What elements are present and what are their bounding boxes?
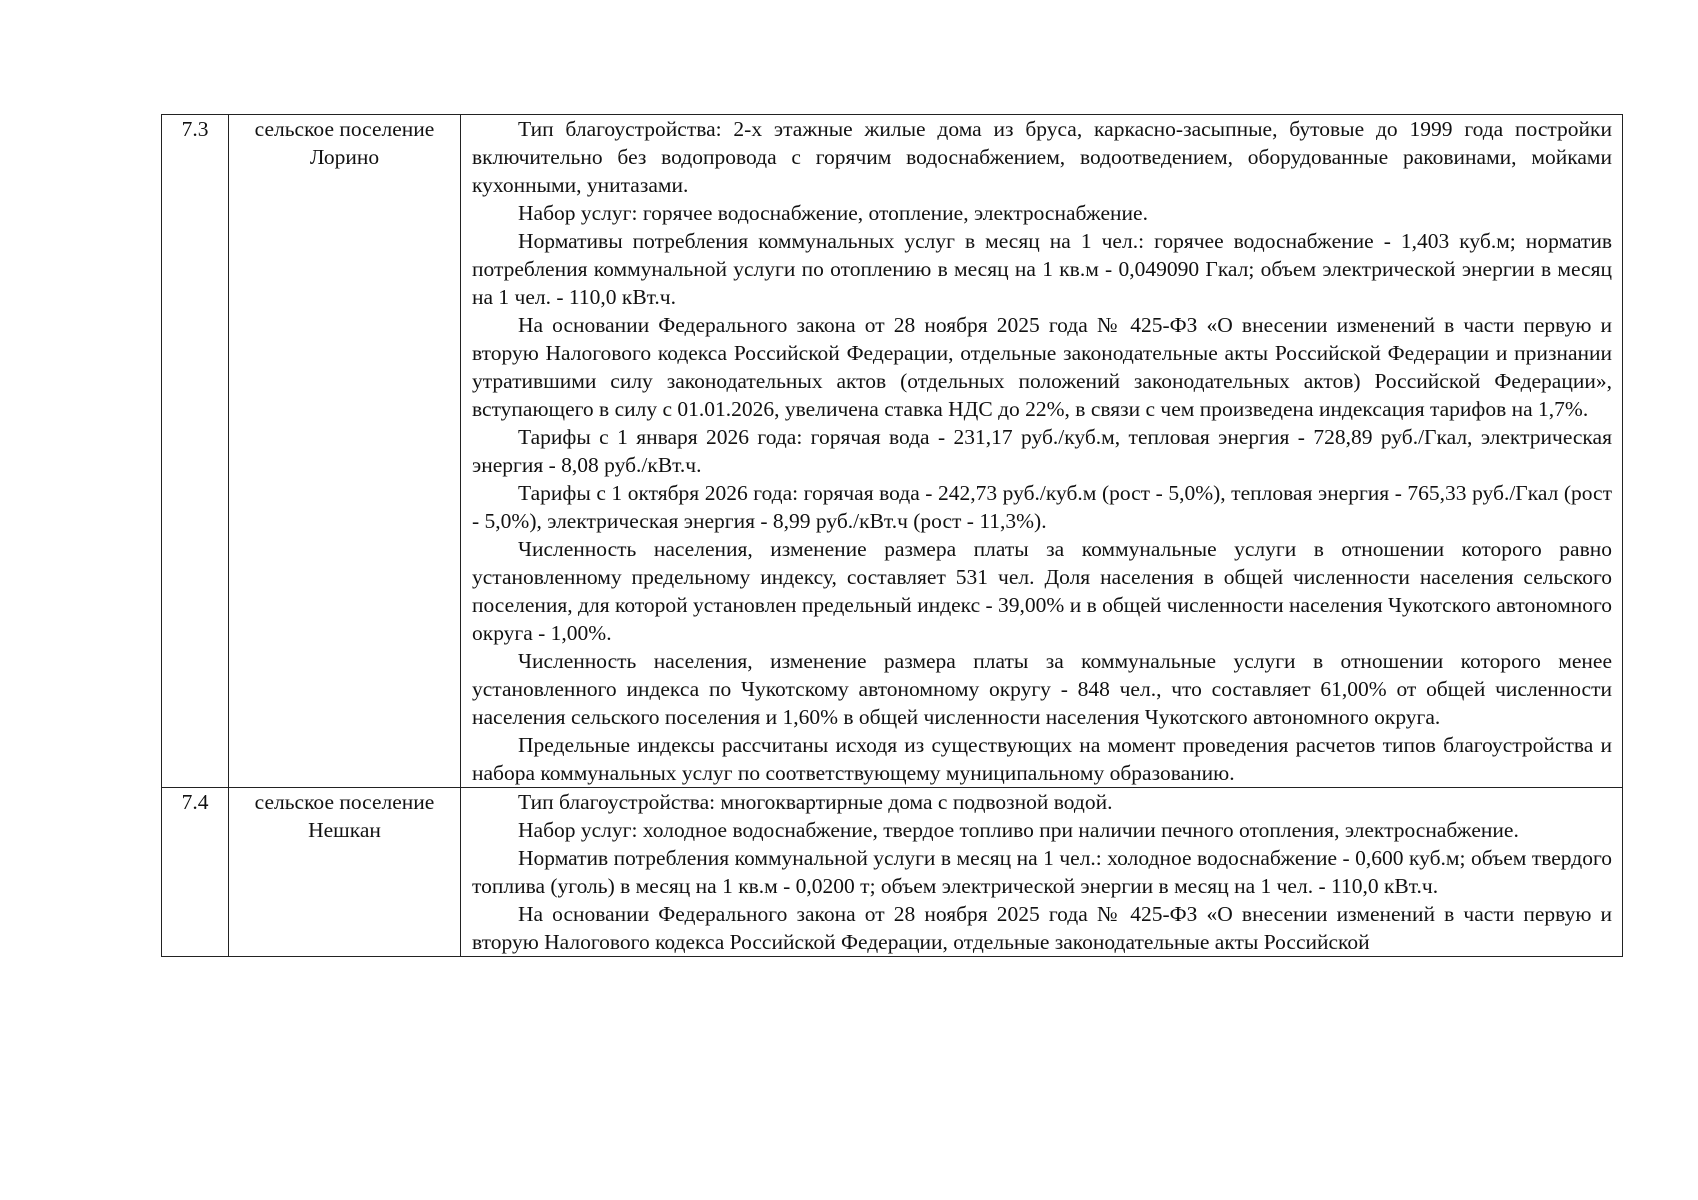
row-number-cell [162, 788, 229, 957]
consumption-norms-paragraph: Нормативы потребления коммунальных услуг в месяц на 1 чел.: горячее водоснабжение - 1,403 куб.м; норматив потребления коммунальной услуги по отоплению в месяц на 1 кв.м - 0,049090 Гкал; объем электрической энергии в месяц на 1 чел. - 110,0 кВт.ч. [472, 229, 1612, 309]
tariffs-january-paragraph: Тарифы с 1 января 2026 года: горячая вода - 231,17 руб./куб.м, тепловая энергия - 728,89 руб./Гкал, электрическая энергия - 8,08 руб./кВт.ч. [472, 425, 1612, 477]
tariff-table [161, 114, 1623, 957]
row-number: 7.4 [181, 790, 209, 814]
settlement-name: Нешкан [308, 818, 381, 842]
federal-law-paragraph: На основании Федерального закона от 28 ноября 2025 года № 425-ФЗ «О внесении изменений в части первую и вторую Налогового кодекса Российской Федерации, отдельные законодательные акты Российской [472, 902, 1612, 954]
improvement-type-paragraph: Тип благоустройства: многоквартирные дома с подвозной водой. [518, 790, 1113, 814]
settlement-cell [229, 115, 461, 788]
consumption-norms-paragraph: Норматив потребления коммунальной услуги в месяц на 1 чел.: холодное водоснабжение - 0,600 куб.м; объем твердого топлива (уголь) в месяц на 1 кв.м - 0,0200 т; объем электрической энергии в месяц на 1 чел. - 110,0 кВт.ч. [472, 846, 1612, 898]
improvement-type-paragraph: Тип благоустройства: 2-х этажные жилые дома из бруса, каркасно-засыпные, бутовые до 1999 года постройки включительно без водопровода с горячим водоснабжением, водоотведением, оборудованные раковинами, мойками кухонными, унитазами. [472, 117, 1612, 197]
indices-calculation-paragraph: Предельные индексы рассчитаны исходя из существующих на момент проведения расчетов типов благоустройства и набора коммунальных услуг по соответствующему муниципальному образованию. [472, 733, 1612, 785]
federal-law-paragraph: На основании Федерального закона от 28 ноября 2025 года № 425-ФЗ «О внесении изменений в части первую и вторую Налогового кодекса Российской Федерации, отдельные законодательные акты Российской Федерации и признании утратившими силу законодательных актов (отдельных положений законодательных актов) Российской Федерации», вступающего в силу с 01.01.2026, увеличена ставка НДС до 22%, в связи с чем произведена индексация тарифов на 1,7%. [472, 313, 1612, 421]
services-paragraph: Набор услуг: горячее водоснабжение, отопление, электроснабжение. [518, 201, 1148, 225]
description-cell [461, 115, 1623, 788]
description-cell [461, 788, 1623, 957]
tariffs-october-paragraph: Тарифы с 1 октября 2026 года: горячая вода - 242,73 руб./куб.м (рост - 5,0%), тепловая энергия - 765,33 руб./Гкал (рост - 5,0%), электрическая энергия - 8,99 руб./кВт.ч (рост - 11,3%). [472, 481, 1612, 533]
row-number: 7.3 [181, 117, 209, 141]
population-below-index-paragraph: Численность населения, изменение размера платы за коммунальные услуги в отношении которого менее установленного индекса по Чукотскому автономному округу - 848 чел., что составляет 61,00% от общей численности населения сельского поселения и 1,60% в общей численности населения Чукотского автономного округа. [472, 649, 1612, 729]
settlement-type: сельское поселение [254, 117, 435, 141]
table-row-7-4 [162, 788, 1623, 957]
services-paragraph: Набор услуг: холодное водоснабжение, твердое топливо при наличии печного отопления, электроснабжение. [518, 818, 1519, 842]
settlement-type: сельское поселение [254, 790, 435, 814]
population-equal-index-paragraph: Численность населения, изменение размера платы за коммунальные услуги в отношении которого равно установленному предельному индексу, составляет 531 чел. Доля населения в общей численности населения сельского поселения, для которой установлен предельный индекс - 39,00% и в общей численности населения Чукотского автономного округа - 1,00%. [472, 537, 1612, 645]
settlement-name: Лорино [309, 145, 380, 169]
settlement-cell [229, 788, 461, 957]
row-number-cell [162, 115, 229, 788]
table-row-7-3 [162, 115, 1623, 788]
